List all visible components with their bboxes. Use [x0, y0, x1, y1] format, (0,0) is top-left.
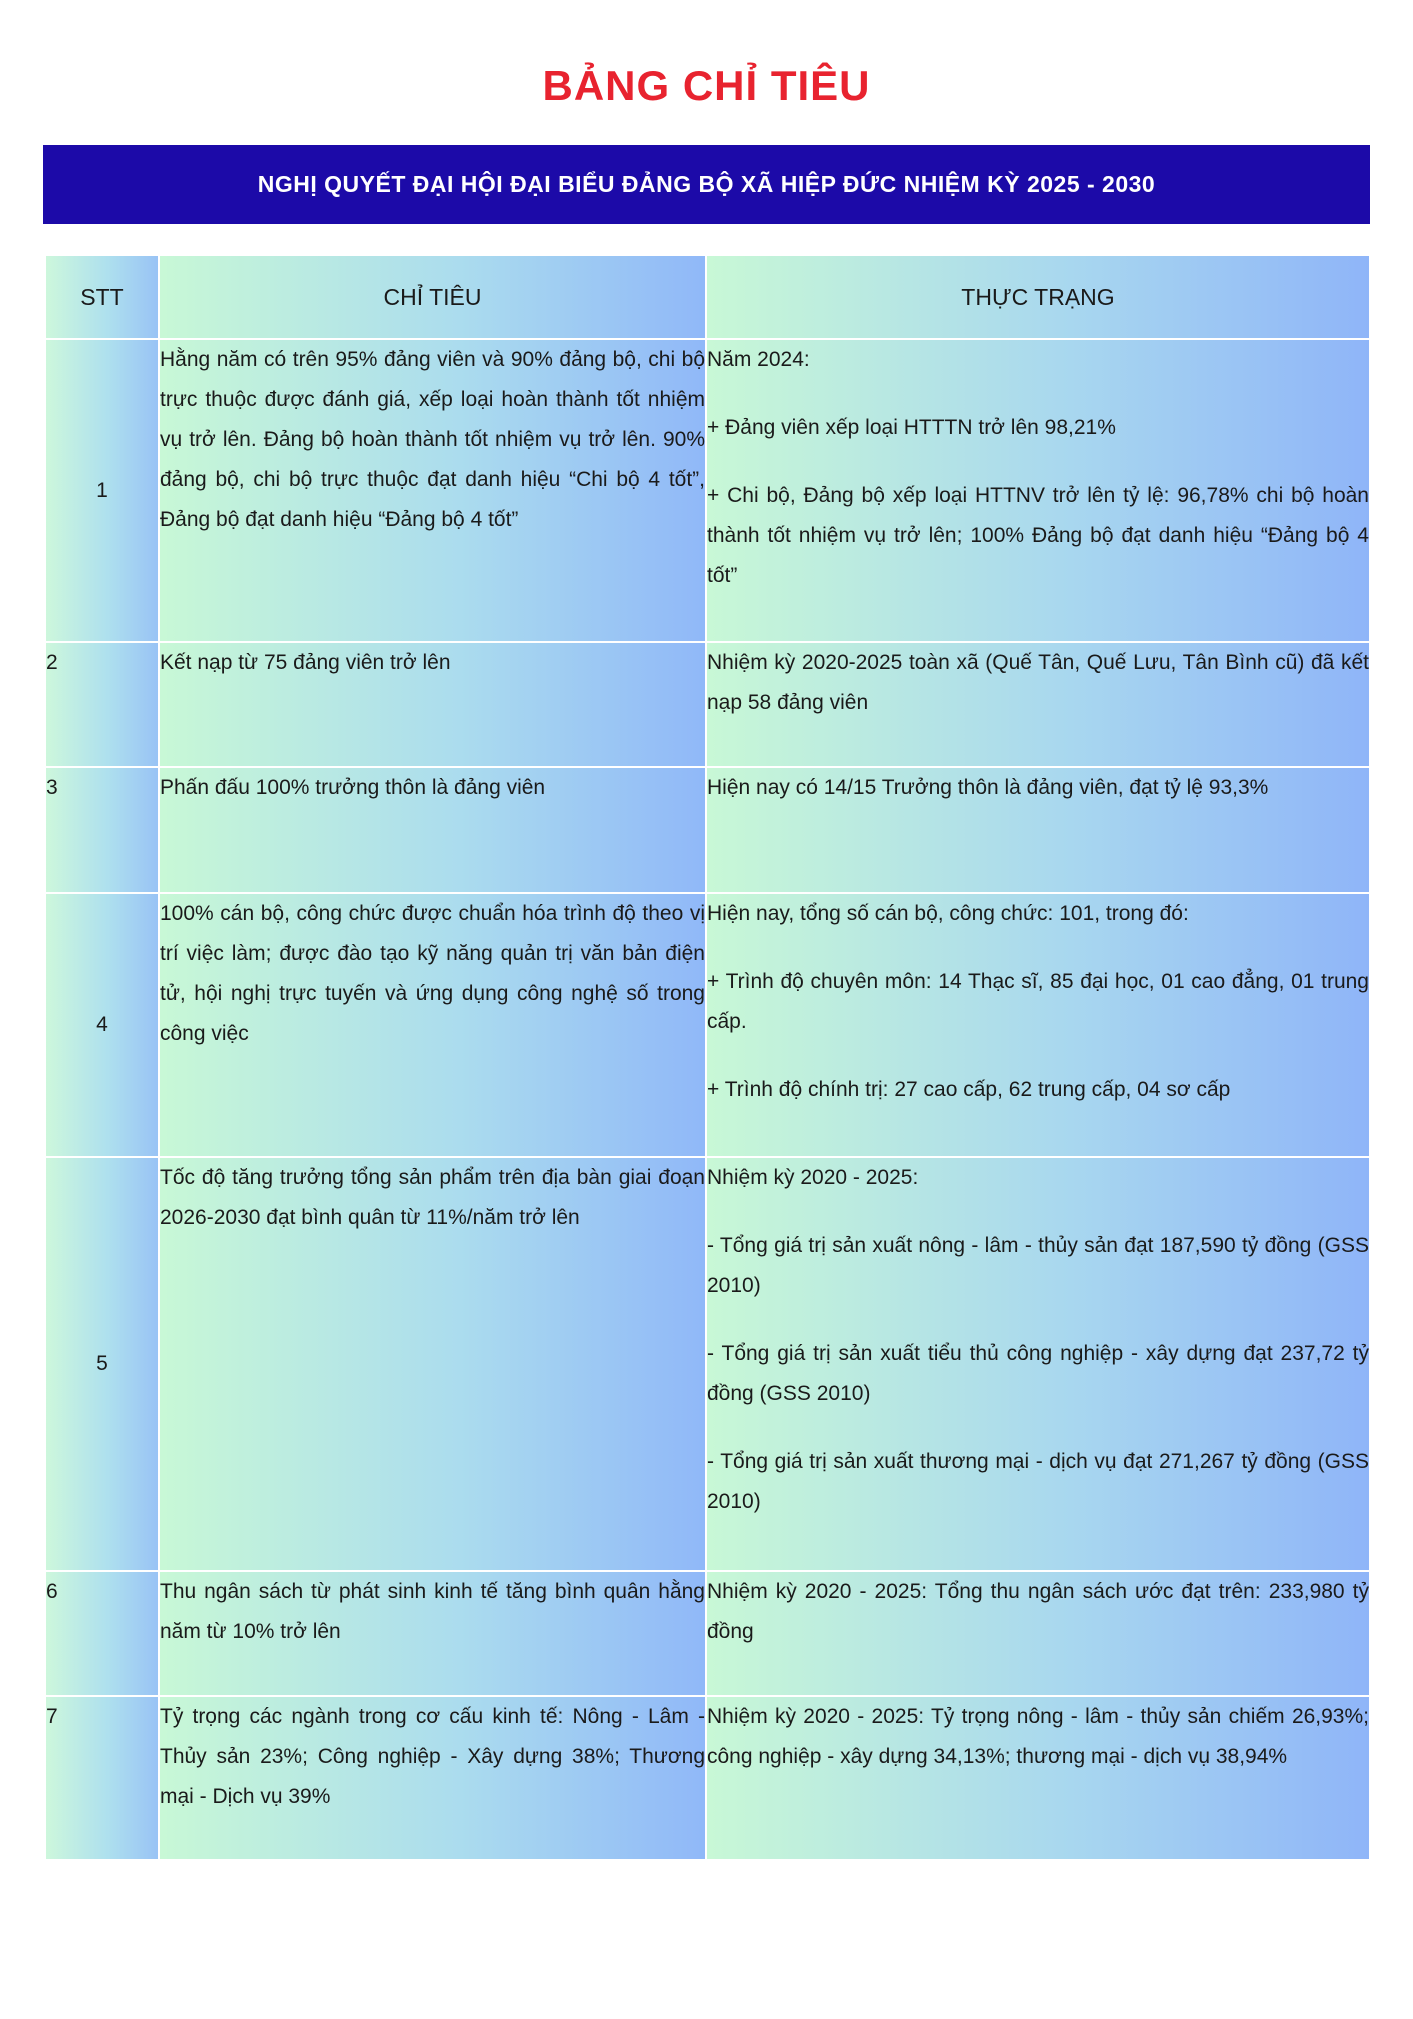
table-row: [46, 340, 1369, 643]
header-status: THỰC TRẠNG: [707, 256, 1369, 340]
status-text: Hiện nay, tổng số cán bộ, công chức: 101, trong đó:: [707, 902, 1189, 925]
status-text: Nhiệm kỳ 2020 - 2025:: [707, 1166, 919, 1189]
status-cell: [707, 340, 1369, 643]
status-text: + Chi bộ, Đảng bộ xếp loại HTTNV trở lên tỷ lệ: 96,78% chi bộ hoàn thành tốt nhiệm vụ trở lên; 100% Đảng bộ đạt danh hiệu “Đảng bộ 4 tốt”: [707, 484, 1369, 587]
status-cell: [707, 1158, 1369, 1572]
target-cell: [160, 894, 707, 1158]
status-text: - Tổng giá trị sản xuất tiểu thủ công nghiệp - xây dựng đạt 237,72 tỷ đồng (GSS 2010): [707, 1342, 1369, 1405]
status-text: - Tổng giá trị sản xuất nông - lâm - thủy sản đạt 187,590 tỷ đồng (GSS 2010): [707, 1234, 1369, 1297]
row-number: 7: [46, 1697, 160, 1861]
target-cell: [160, 1158, 707, 1572]
table-header-row: [46, 256, 1369, 340]
target-cell: [160, 340, 707, 643]
target-text: Thu ngân sách từ phát sinh kinh tế tăng bình quân hằng năm từ 10% trở lên: [160, 1580, 705, 1643]
row-number: 1: [46, 340, 160, 643]
row-number: 5: [46, 1158, 160, 1572]
status-text: Nhiệm kỳ 2020 - 2025: Tổng thu ngân sách ước đạt trên: 233,980 tỷ đồng: [707, 1580, 1369, 1643]
table-row: [46, 1158, 1369, 1572]
target-text: Tốc độ tăng trưởng tổng sản phẩm trên địa bàn giai đoạn 2026-2030 đạt bình quân từ 11%/năm trở lên: [160, 1166, 705, 1229]
status-text: Nhiệm kỳ 2020-2025 toàn xã (Quế Tân, Quế Lưu, Tân Bình cũ) đã kết nạp 58 đảng viên: [707, 651, 1369, 714]
target-cell: [160, 1572, 707, 1697]
target-text: Tỷ trọng các ngành trong cơ cấu kinh tế: Nông - Lâm - Thủy sản 23%; Công nghiệp - Xây dựng 38%; Thương mại - Dịch vụ 39%: [160, 1705, 705, 1808]
table-row: [46, 1697, 1369, 1861]
target-text: Hằng năm có trên 95% đảng viên và 90% đảng bộ, chi bộ trực thuộc được đánh giá, xếp loại hoàn thành tốt nhiệm vụ trở lên. Đảng bộ hoàn thành tốt nhiệm vụ trở lên. 90% đảng bộ, chi bộ trực thuộc đạt danh hiệu “Chi bộ 4 tốt”, Đảng bộ đạt danh hiệu “Đảng bộ 4 tốt”: [160, 348, 705, 531]
status-cell: [707, 1572, 1369, 1697]
status-text: Hiện nay có 14/15 Trưởng thôn là đảng viên, đạt tỷ lệ 93,3%: [707, 776, 1269, 799]
target-text: Phấn đấu 100% trưởng thôn là đảng viên: [160, 776, 546, 799]
targets-table: [46, 256, 1369, 1861]
table-row: [46, 1572, 1369, 1697]
table-row: [46, 894, 1369, 1158]
status-text: - Tổng giá trị sản xuất thương mại - dịch vụ đạt 271,267 tỷ đồng (GSS 2010): [707, 1450, 1369, 1513]
status-text: Nhiệm kỳ 2020 - 2025: Tỷ trọng nông - lâm - thủy sản chiếm 26,93%; công nghiệp - xây dựng 34,13%; thương mại - dịch vụ 38,94%: [707, 1705, 1369, 1768]
row-number: 4: [46, 894, 160, 1158]
row-number: 6: [46, 1572, 160, 1697]
target-cell: [160, 1697, 707, 1861]
header-target: CHỈ TIÊU: [160, 256, 707, 340]
target-cell: [160, 768, 707, 894]
row-number: 3: [46, 768, 160, 894]
table-row: [46, 768, 1369, 894]
status-cell: [707, 643, 1369, 768]
target-cell: [160, 643, 707, 768]
status-text: + Trình độ chính trị: 27 cao cấp, 62 trung cấp, 04 sơ cấp: [707, 1078, 1231, 1101]
table-row: [46, 643, 1369, 768]
status-cell: [707, 768, 1369, 894]
row-number: 2: [46, 643, 160, 768]
status-text: Năm 2024:: [707, 348, 810, 371]
status-cell: [707, 894, 1369, 1158]
status-text: + Đảng viên xếp loại HTTTN trở lên 98,21%: [707, 416, 1116, 439]
status-cell: [707, 1697, 1369, 1861]
subtitle-banner: NGHỊ QUYẾT ĐẠI HỘI ĐẠI BIỂU ĐẢNG BỘ XÃ HIỆP ĐỨC NHIỆM KỲ 2025 - 2030: [43, 145, 1370, 224]
page-title: BẢNG CHỈ TIÊU: [542, 62, 871, 109]
status-text: + Trình độ chuyên môn: 14 Thạc sĩ, 85 đại học, 01 cao đẳng, 01 trung cấp.: [707, 970, 1369, 1033]
target-text: Kết nạp từ 75 đảng viên trở lên: [160, 651, 451, 674]
header-stt: STT: [46, 256, 160, 340]
target-text: 100% cán bộ, công chức được chuẩn hóa trình độ theo vị trí việc làm; được đào tạo kỹ năng quản trị văn bản điện tử, hội nghị trực tuyến và ứng dụng công nghệ số trong công việc: [160, 902, 705, 1045]
